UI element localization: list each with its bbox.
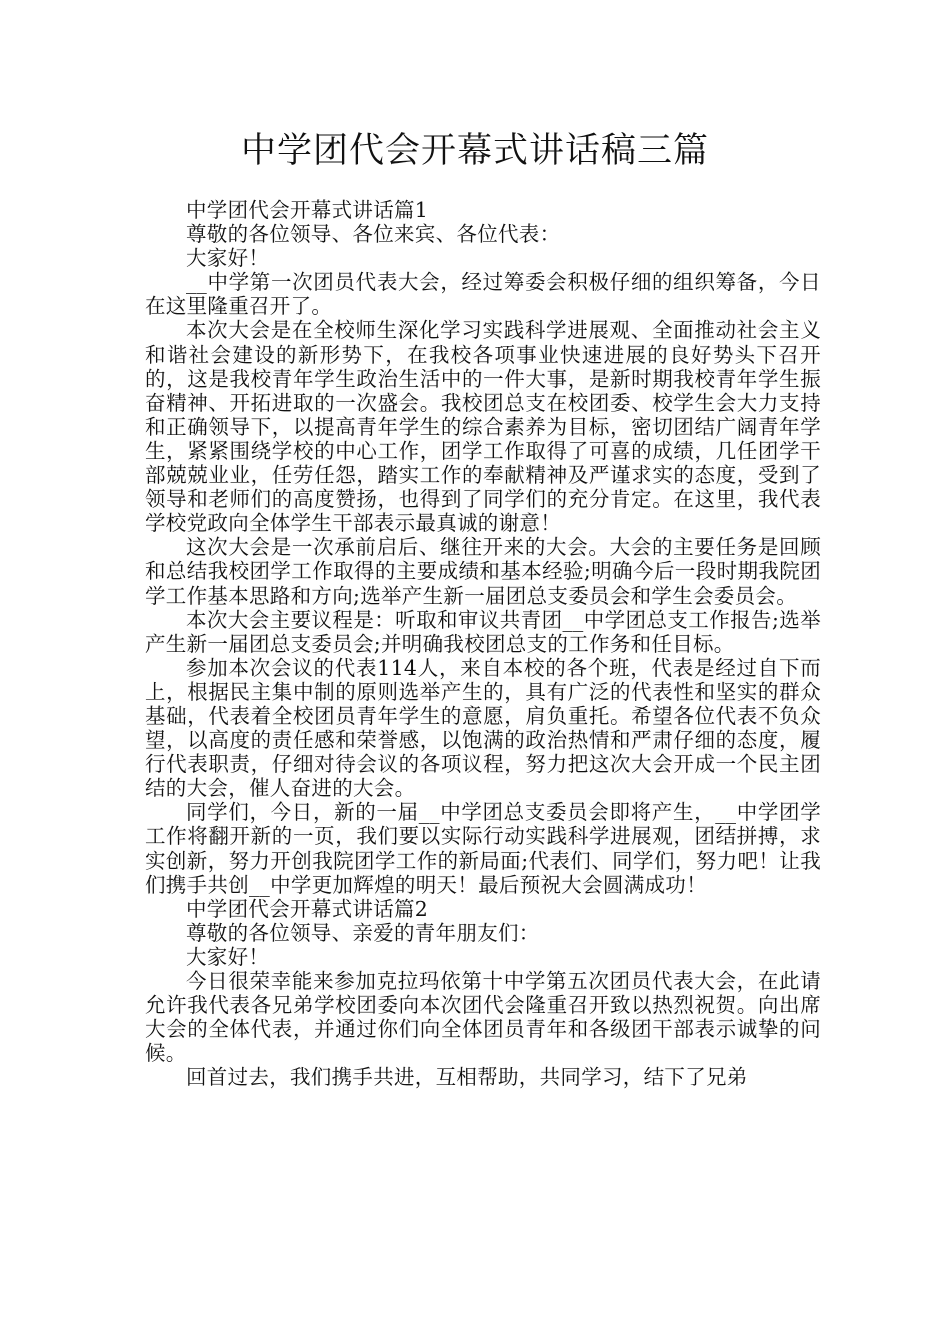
body-paragraph: 回首过去，我们携手共进，互相帮助，共同学习，结下了兄弟: [186, 1065, 748, 1090]
salutation: 尊敬的各位领导、亲爱的青年朋友们：: [186, 920, 540, 945]
greeting: 大家好！: [186, 944, 270, 969]
greeting: 大家好！: [186, 246, 270, 271]
body-paragraph: __中学第一次团员代表大会，经过筹委会积极仔细的组织筹备，今日在这里隆重召开了。: [145, 270, 821, 319]
section-heading: 中学团代会开幕式讲话篇1: [186, 198, 429, 222]
document-title: 中学团代会开幕式讲话稿三篇: [240, 131, 709, 171]
body-paragraph: 本次大会主要议程是：听取和审议共青团__中学团总支工作报告;选举产生新一届团总支委员会;并明确我校团总支的工作务和任目标。: [145, 607, 821, 656]
body-paragraph: 参加本次会议的代表114人，来自本校的各个班，代表是经过自下而上，根据民主集中制的原则选举产生的，具有广泛的代表性和坚实的群众基础，代表着全校团员青年学生的意愿，肩负重托。希望各位代表不负众望，以高度的责任感和荣誉感，以饱满的政治热情和严肃仔细的态度，履行代表职责，仔细对待会议的各项议程，努力把这次大会开成一个民主团结的大会，催人奋进的大会。: [145, 655, 821, 801]
body-paragraph: 本次大会是在全校师生深化学习实践科学进展观、全面推动社会主义和谐社会建设的新形势下，在我校各项事业快速进展的良好势头下召开的，这是我校青年学生政治生活中的一件大事，是新时期我校青年学生振奋精神、开拓进取的一次盛会。我校团总支在校团委、校学生会大力支持和正确领导下，以提高青年学生的综合素养为目标，密切团结广阔青年学生，紧紧围绕学校的中心工作，团学工作取得了可喜的成绩，几任团学干部兢兢业业，任劳任怨，踏实工作的奉献精神及严谨求实的态度，受到了领导和老师们的高度赞扬，也得到了同学们的充分肯定。在这里，我代表学校党政向全体学生干部表示最真诚的谢意！: [145, 318, 821, 536]
body-paragraph: 同学们，今日，新的一届__中学团总支委员会即将产生，__中学团学工作将翻开新的一页，我们要以实际行动实践科学进展观，团结拼搏，求实创新，努力开创我院团学工作的新局面;代表们、同学们，努力吧！让我们携手共创__中学更加辉煌的明天！最后预祝大会圆满成功！: [145, 800, 821, 897]
body-paragraph: 这次大会是一次承前启后、继往开来的大会。大会的主要任务是回顾和总结我校团学工作取得的主要成绩和基本经验;明确今后一段时期我院团学工作基本思路和方向;选举产生新一届团总支委员会和学生会委员会。: [145, 535, 821, 608]
body-paragraph: 今日很荣幸能来参加克拉玛依第十中学第五次团员代表大会，在此请允许我代表各兄弟学校团委向本次团代会隆重召开致以热烈祝贺。向出席大会的全体代表，并通过你们向全体团员青年和各级团干部表示诚挚的问候。: [145, 969, 821, 1066]
salutation: 尊敬的各位领导、各位来宾、各位代表：: [186, 222, 561, 247]
section-heading: 中学团代会开幕式讲话篇2: [186, 896, 429, 921]
document-body: [145, 198, 821, 1089]
